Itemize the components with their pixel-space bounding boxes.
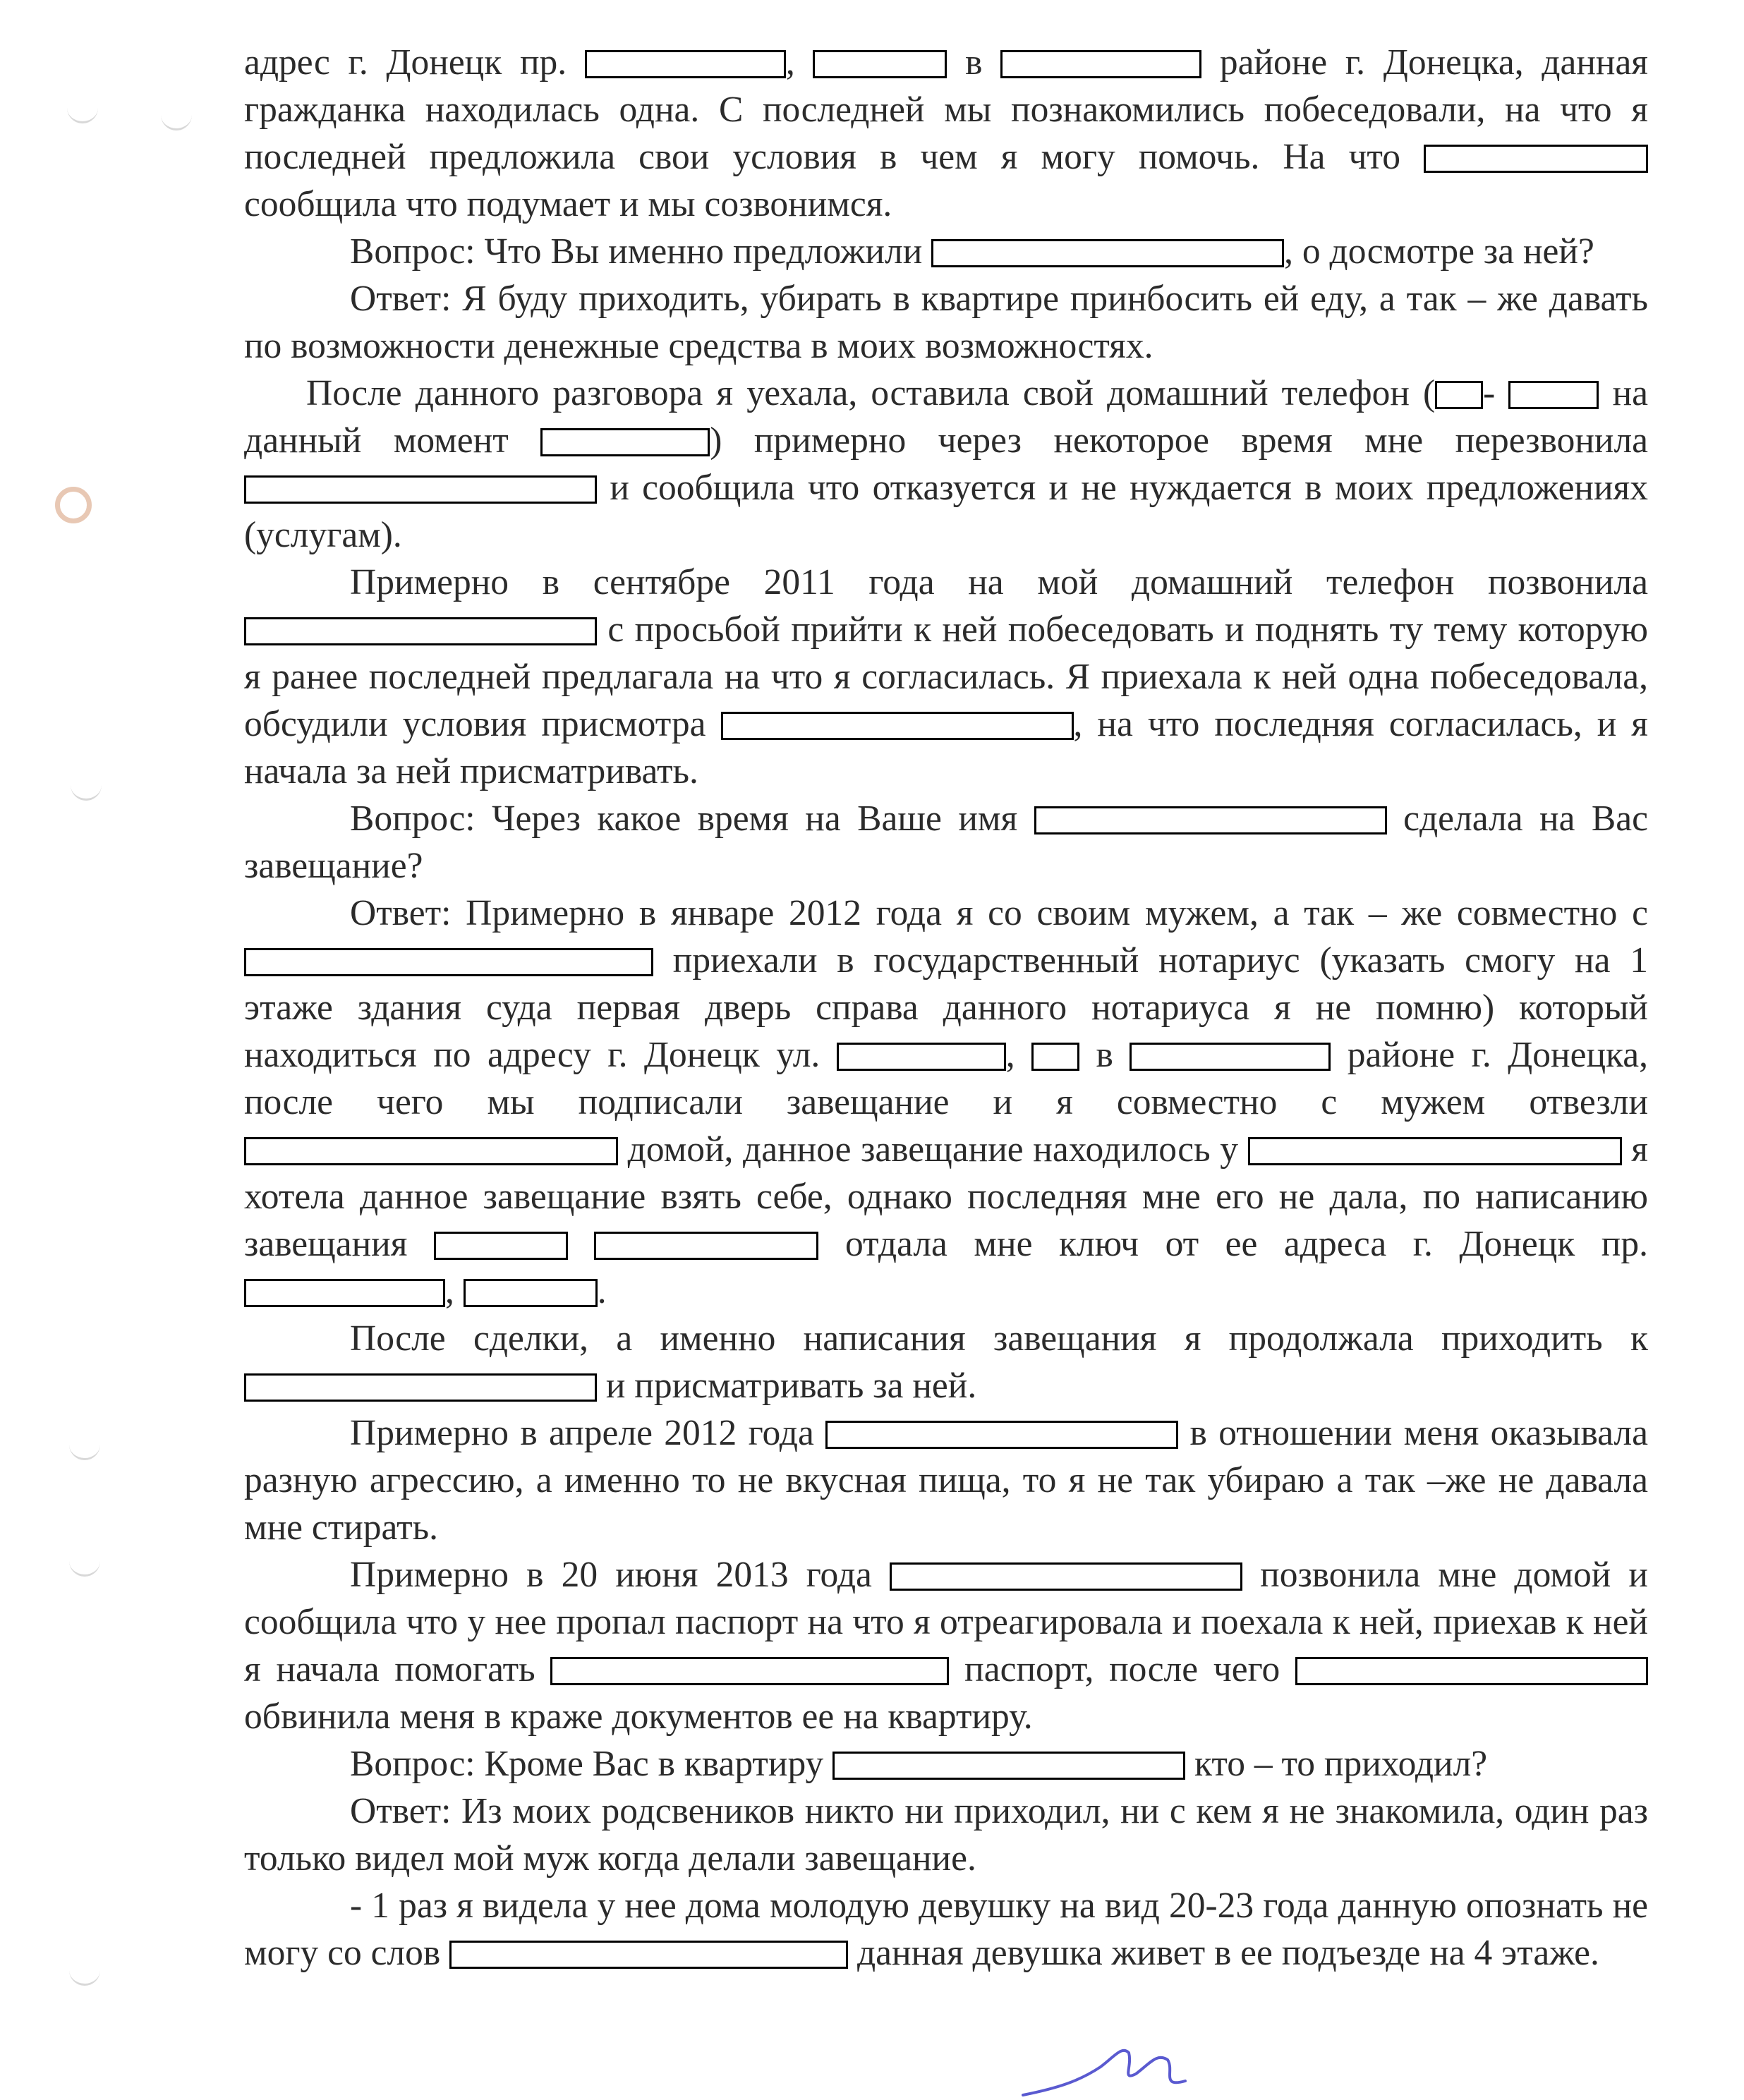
paragraph <box>244 1882 1648 1977</box>
redaction-box <box>1248 1137 1622 1165</box>
redaction-box <box>244 1279 445 1307</box>
paragraph-text: Вопрос: Через какое время на Ваше имя <box>350 799 1034 839</box>
redaction-box <box>594 1232 818 1260</box>
paragraph <box>244 1409 1648 1551</box>
paragraph-text: районе г. Донецка, данная гражданка находилась одна. С последней мы познакомились побеседовали, на что я последней предложила свои условия в чем я могу помочь. На что <box>244 42 1648 177</box>
margin-mark <box>71 783 102 801</box>
redaction-box <box>1031 1043 1079 1071</box>
redaction-box <box>550 1657 949 1685</box>
paragraph-text: , <box>445 1271 464 1311</box>
paragraph <box>244 1315 1648 1409</box>
paragraph <box>244 39 1648 228</box>
redaction-box <box>244 1373 597 1402</box>
paragraph-text: Ответ: Примерно в январе 2012 года я со своим мужем, а так – же совместно с <box>350 893 1648 933</box>
paragraph-text: сделала на Вас завещание? <box>244 799 1648 886</box>
paragraph <box>244 559 1648 795</box>
margin-mark <box>69 1559 100 1577</box>
paragraph-text: . <box>597 1271 607 1311</box>
redaction-box <box>1295 1657 1648 1685</box>
paragraph <box>244 1788 1648 1882</box>
paragraph-text: , <box>785 42 813 83</box>
paragraph-text: в <box>947 42 1001 83</box>
redaction-box <box>1130 1043 1331 1071</box>
paragraph-text: с просьбой прийти к ней побеседовать и поднять ту тему которую я ранее последней предлагала на что я согласилась. Я приехала к ней одна побеседовала, обсудили условия присмотра <box>244 609 1648 744</box>
paragraph-text: После данного разговора я уехала, оставила свой домашний телефон ( <box>306 373 1436 413</box>
redaction-box <box>890 1562 1242 1591</box>
document-body <box>244 39 1648 1977</box>
redaction-box <box>244 617 597 645</box>
paragraph-text: кто – то приходил? <box>1185 1744 1488 1784</box>
margin-mark <box>161 113 192 131</box>
paragraph-text: Примерно в сентябре 2011 года на мой домашний телефон позвонила <box>350 562 1648 602</box>
paragraph-text: , о досмотре за ней? <box>1284 231 1594 272</box>
signature-mark <box>1016 2039 1199 2100</box>
paragraph-text: адрес г. Донецк пр. <box>244 42 585 83</box>
paragraph-text: - 1 раз я видела у нее дома молодую девушку на вид 20-23 года данную опознать не могу со слов <box>244 1886 1648 1973</box>
paragraph-text: Ответ: Из моих родсвеников никто ни приходил, ни с кем я не знакомила, один раз только видел мой муж когда делали завещание. <box>244 1791 1648 1879</box>
redaction-box <box>434 1232 568 1260</box>
redaction-box <box>721 712 1074 740</box>
paragraph-text: ) примерно через некоторое время мне перезвонила <box>710 420 1649 461</box>
margin-mark <box>69 1443 100 1460</box>
redaction-box <box>832 1752 1185 1780</box>
paragraph-text: отдала мне ключ от ее адреса г. Донецк пр. <box>818 1224 1648 1264</box>
margin-mark <box>67 106 98 123</box>
paragraph-text: сообщила что подумает и мы созвонимся. <box>244 184 892 224</box>
paragraph-text: - <box>1483 373 1509 413</box>
paragraph-text: и присматривать за ней. <box>597 1366 977 1406</box>
redaction-box <box>931 239 1284 267</box>
redaction-box <box>1508 381 1599 409</box>
redaction-box <box>585 50 786 78</box>
paragraph <box>244 275 1648 370</box>
redaction-box <box>813 50 947 78</box>
paragraph-text: Вопрос: Что Вы именно предложили <box>350 231 932 272</box>
redaction-box <box>1000 50 1201 78</box>
paragraph-text: данная девушка живет в ее подъезде на 4 этаже. <box>848 1933 1599 1973</box>
paragraph-text: После сделки, а именно написания завещания я продолжала приходить к <box>350 1318 1648 1359</box>
paragraph-text: Примерно в 20 июня 2013 года <box>350 1555 890 1595</box>
redaction-box <box>244 1137 618 1165</box>
paragraph-text: на данный момент <box>244 373 1648 461</box>
paragraph-text: в <box>1079 1035 1130 1075</box>
redaction-box <box>1034 806 1387 834</box>
paragraph-text: и сообщила что отказуется и не нуждается в моих предложениях (услугам). <box>244 468 1648 555</box>
redaction-box <box>244 948 653 976</box>
paragraph-text: в отношении меня оказывала разную агрессию, а именно то не вкусная пища, то я не так убираю а так –же не давала мне стирать. <box>244 1413 1648 1548</box>
paragraph-text: районе г. Донецка, после чего мы подписали завещание и я совместно с мужем отвезли <box>244 1035 1648 1122</box>
paragraph <box>244 1551 1648 1740</box>
paragraph-text: , <box>1005 1035 1032 1075</box>
paragraph-text: приехали в государственный нотариус (указать смогу на 1 этаже здания суда первая дверь справа данного нотариуса я не помню) который находиться по адресу г. Донецк ул. <box>244 940 1648 1075</box>
paragraph-text: , на что последняя согласилась, и я начала за ней присматривать. <box>244 704 1648 791</box>
paragraph-text: Вопрос: Кроме Вас в квартиру <box>350 1744 833 1784</box>
paragraph-text: паспорт, после чего <box>949 1649 1295 1689</box>
paragraph <box>244 370 1648 559</box>
paragraph <box>244 1740 1648 1788</box>
paragraph-text: Ответ: Я буду приходить, убирать в квартире принбосить ей еду, а так – же давать по возможности денежные средства в моих возможностях. <box>244 279 1648 366</box>
redaction-box <box>464 1279 598 1307</box>
punch-hole <box>55 487 92 523</box>
redaction-box <box>244 475 597 504</box>
paragraph-text: обвинила меня в краже документов ее на квартиру. <box>244 1697 1033 1737</box>
redaction-box <box>837 1043 1006 1071</box>
paragraph-text: позвонила мне домой и сообщила что у нее пропал паспорт на что я отреагировала и поехала к ней, приехав к ней я начала помогать <box>244 1555 1648 1689</box>
redaction-box <box>540 428 710 456</box>
paragraph <box>244 228 1648 275</box>
paragraph-text <box>568 1224 595 1264</box>
redaction-box <box>449 1941 848 1969</box>
margin-mark <box>69 1968 100 1986</box>
paragraph-text: Примерно в апреле 2012 года <box>350 1413 826 1453</box>
redaction-box <box>1435 381 1483 409</box>
paragraph-text: домой, данное завещание находилось у <box>618 1129 1248 1170</box>
paragraph-text: я хотела данное завещание взять себе, однако последняя мне его не дала, по написанию завещания <box>244 1129 1648 1264</box>
redaction-box <box>1424 145 1648 173</box>
paragraph <box>244 890 1648 1315</box>
redaction-box <box>825 1421 1178 1449</box>
paragraph <box>244 795 1648 890</box>
